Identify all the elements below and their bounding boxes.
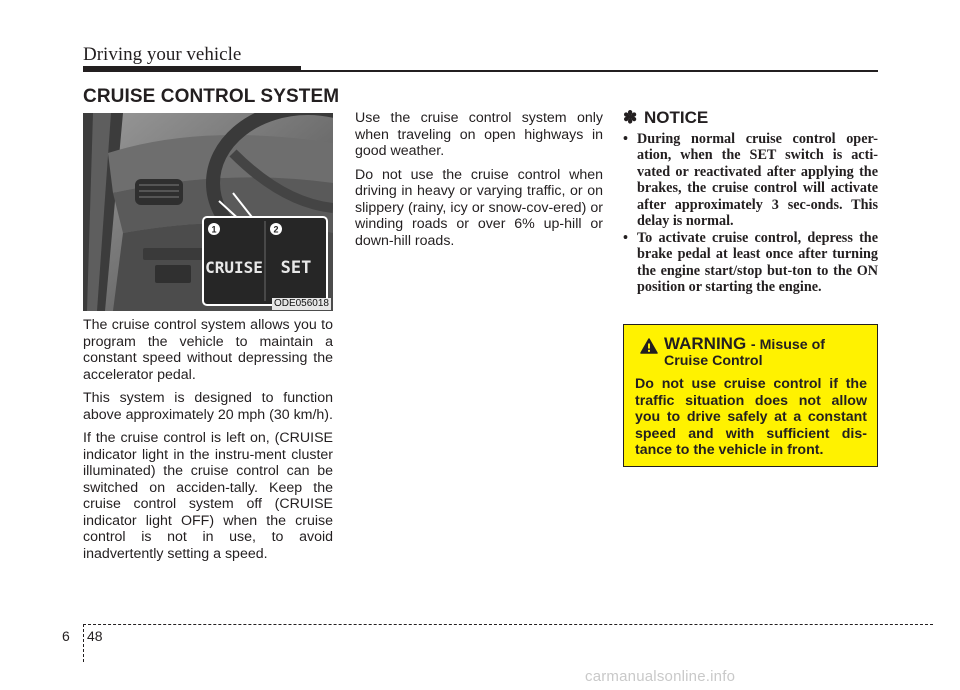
cruise-button-label: CRUISE <box>205 258 263 277</box>
notice-item <box>623 230 878 296</box>
warning-word: WARNING <box>664 334 747 353</box>
warning-subtitle-2: Cruise Control <box>664 353 763 369</box>
dashboard-figure <box>83 113 333 311</box>
paragraph: Do not use the cruise control when driving in heavy or varying traffic, or on slippery (rainy, icy or snow-cov-ered) or winding roads or over 6% up-hill or down-hill roads. <box>355 166 603 249</box>
notice-block <box>623 110 878 296</box>
notice-heading <box>623 110 878 127</box>
warning-triangle-icon <box>640 338 658 354</box>
chapter-title: Driving your vehicle <box>83 44 242 65</box>
page-number: 48 <box>87 628 103 644</box>
header-rule-thick <box>83 66 301 72</box>
warning-title <box>664 334 825 354</box>
bullet-icon: • <box>623 229 628 246</box>
warning-header <box>635 334 867 374</box>
paragraph: This system is designed to function above approximately 20 mph (30 km/h). <box>83 390 333 423</box>
column-usage <box>355 110 603 256</box>
marker-2: 2 <box>273 224 279 235</box>
figure-code: ODE056018 <box>273 298 329 309</box>
warning-box <box>623 324 878 467</box>
header-rule-thin <box>301 70 878 72</box>
marker-1: 1 <box>211 224 217 235</box>
section-title: CRUISE CONTROL SYSTEM <box>83 86 340 107</box>
chapter-number: 6 <box>62 628 70 644</box>
paragraph: If the cruise control is left on, (CRUISE indicator light in the instru-ment cluster illuminated) the cruise control can be switched on acciden-tally. Keep the cruise control system off (CRUISE indicator light OFF) when the cruise control is not in use, to avoid inadvertently setting a speed. <box>83 430 333 562</box>
footer-rule <box>83 624 933 625</box>
paragraph: Use the cruise control system only when traveling on open highways in good weather. <box>355 110 603 159</box>
column-intro <box>83 317 333 569</box>
dashboard-illustration <box>83 113 333 311</box>
notice-item-text: To activate cruise control, depress the brake pedal at least once after turning the engine start/stop but-ton to the ON position or starting the engine. <box>637 229 878 295</box>
watermark: carmanualsonline.info <box>585 668 736 685</box>
warning-subtitle: - Misuse of <box>750 337 826 353</box>
paragraph: The cruise control system allows you to program the vehicle to maintain a constant speed without depressing the accelerator pedal. <box>83 317 333 383</box>
notice-star-icon: ✽ <box>623 108 638 127</box>
notice-title: NOTICE <box>643 108 709 127</box>
warning-body: Do not use cruise control if the traffic situation does not allow you to drive safely at a constant speed and with sufficient dis-tance to the vehicle in front. <box>635 376 867 458</box>
bullet-icon: • <box>623 130 628 147</box>
set-button-label: SET <box>280 258 312 278</box>
notice-item-text: During normal cruise control oper-ation, when the SET switch is acti-vated or reactivated after applying the brakes, the cruise control will activate after approximately 3 sec-onds. This delay is normal. <box>637 130 878 229</box>
notice-item <box>623 131 878 230</box>
footer-divider <box>83 624 84 662</box>
notice-list <box>623 131 878 296</box>
